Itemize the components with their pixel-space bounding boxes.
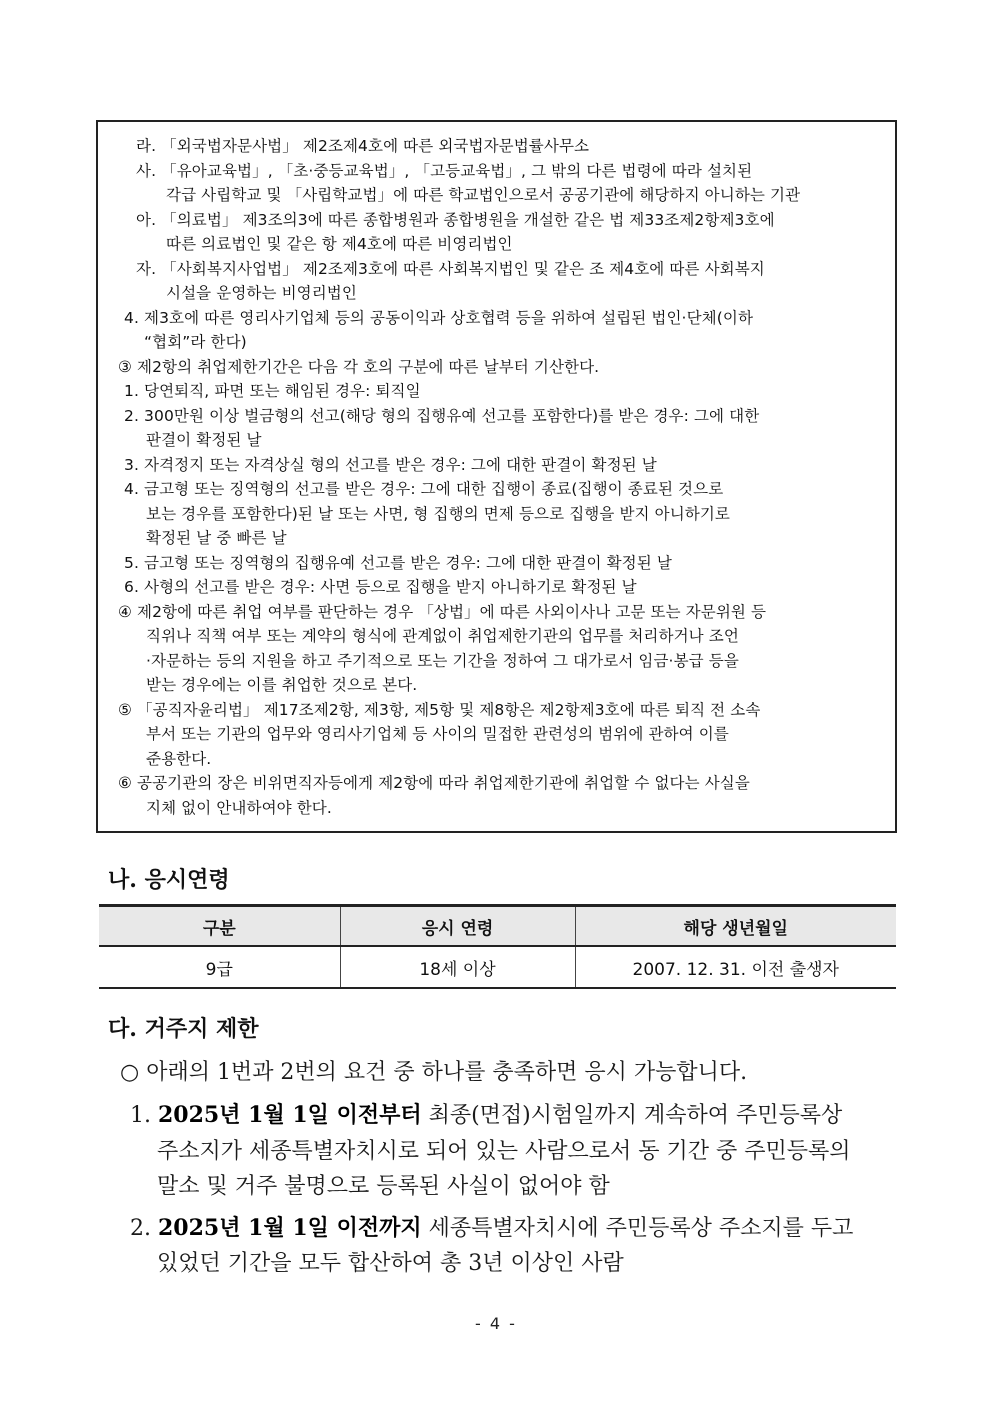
box-line: 각급 사립학교 및 「사립학교법」에 따른 학교법인으로서 공공기관에 해당하지 아니하는 기관 — [166, 186, 801, 204]
table-header-cell: 구분 — [99, 906, 340, 947]
box-line: 4. 제3호에 따른 영리사기업체 등의 공동이익과 상호협력 등을 위하여 설립된 법인·단체(이하 — [124, 309, 754, 327]
box-line: 시설을 운영하는 비영리법인 — [166, 284, 357, 302]
table-cell: 9급 — [99, 946, 340, 988]
age-table — [99, 904, 896, 989]
box-line: 4. 금고형 또는 징역형의 선고를 받은 경우: 그에 대한 집행이 종료(집행이 종료된 것으로 — [124, 480, 724, 498]
section-heading-age: 나. 응시연령 — [108, 867, 230, 893]
box-line: ·자문하는 등의 지원을 하고 주기적으로 또는 기간을 정하여 그 대가로서 임금·봉급 등을 — [146, 652, 739, 670]
residence-item-1-line: 말소 및 거주 불명으로 등록된 사실이 없어야 함 — [157, 1174, 610, 1199]
box-line: 부서 또는 기관의 업무와 영리사기업체 등 사이의 밀접한 관련성의 범위에 관하여 이를 — [146, 725, 729, 743]
residence-item-1 — [130, 1101, 842, 1130]
box-line: 아. 「의료법」 제3조의3에 따른 종합병원과 종합병원을 개설한 같은 법 제33조제2항제3호에 — [136, 211, 775, 229]
table-cell: 2007. 12. 31. 이전 출생자 — [575, 946, 896, 988]
box-line: 6. 사형의 선고를 받은 경우: 사면 등으로 집행을 받지 아니하기로 확정된 날 — [124, 578, 637, 596]
box-line: 따른 의료법인 및 같은 항 제4호에 따른 비영리법인 — [166, 235, 513, 253]
box-line: ⑤ 「공직자윤리법」 제17조제2항, 제3항, 제5항 및 제8항은 제2항제3호에 따른 퇴직 전 소속 — [118, 701, 761, 719]
table-row — [99, 946, 896, 988]
box-line: ③ 제2항의 취업제한기간은 다음 각 호의 구분에 따른 날부터 기산한다. — [118, 358, 600, 376]
box-line: “협회”라 한다) — [144, 333, 247, 351]
box-line: 판결이 확정된 날 — [146, 431, 262, 449]
page-number: - 4 - — [475, 1314, 517, 1333]
box-line: 확정된 날 중 빠른 날 — [146, 529, 287, 547]
box-line: 2. 300만원 이상 벌금형의 선고(해당 형의 집행유예 선고를 포함한다)를 받은 경우: 그에 대한 — [124, 407, 760, 425]
table-cell: 18세 이상 — [340, 946, 575, 988]
box-line: 직위나 직책 여부 또는 계약의 형식에 관계없이 취업제한기관의 업무를 처리하거나 조언 — [146, 627, 739, 645]
item-text: 최종(면접)시험일까지 계속하여 주민등록상 — [421, 1103, 843, 1128]
box-line: 지체 없이 안내하여야 한다. — [146, 799, 332, 817]
box-line: 사. 「유아교육법」, 「초·중등교육법」, 「고등교육법」, 그 밖의 다른 법령에 따라 설치된 — [136, 162, 753, 180]
residence-item-2 — [130, 1214, 853, 1243]
box-line: 보는 경우를 포함한다)된 날 또는 사면, 형 집행의 면제 등으로 집행을 받지 아니하기로 — [146, 505, 730, 523]
box-line: 준용한다. — [146, 750, 212, 768]
table-header-cell: 응시 연령 — [340, 906, 575, 947]
table-header-cell: 해당 생년월일 — [575, 906, 896, 947]
item-text: 세종특별자치시에 주민등록상 주소지를 두고 — [421, 1216, 854, 1241]
item-emphasis: 2025년 1월 1일 이전부터 — [158, 1102, 422, 1128]
box-line: 3. 자격정지 또는 자격상실 형의 선고를 받은 경우: 그에 대한 판결이 확정된 날 — [124, 456, 657, 474]
residence-intro: ○ 아래의 1번과 2번의 요건 중 하나를 충족하면 응시 가능합니다. — [120, 1060, 748, 1085]
box-line: ⑥ 공공기관의 장은 비위면직자등에게 제2항에 따라 취업제한기관에 취업할 수 없다는 사실을 — [118, 774, 750, 792]
residence-item-2-line: 있었던 기간을 모두 합산하여 총 3년 이상인 사람 — [157, 1251, 624, 1276]
item-emphasis: 2025년 1월 1일 이전까지 — [158, 1215, 422, 1241]
table-header-row — [99, 906, 896, 947]
box-line: 라. 「외국법자문사법」 제2조제4호에 따른 외국법자문법률사무소 — [136, 137, 590, 155]
box-line: 자. 「사회복지사업법」 제2조제3호에 따른 사회복지법인 및 같은 조 제4호에 따른 사회복지 — [136, 260, 765, 278]
box-line: ④ 제2항에 따른 취업 여부를 판단하는 경우 「상법」에 따른 사외이사나 고문 또는 자문위원 등 — [118, 603, 767, 621]
item-number: 1. — [130, 1103, 151, 1128]
section-heading-residence: 다. 거주지 제한 — [108, 1016, 259, 1042]
box-line: 받는 경우에는 이를 취업한 것으로 본다. — [146, 676, 418, 694]
box-line: 5. 금고형 또는 징역형의 집행유예 선고를 받은 경우: 그에 대한 판결이 확정된 날 — [124, 554, 672, 572]
residence-item-1-line: 주소지가 세종특별자치시로 되어 있는 사람으로서 동 기간 중 주민등록의 — [157, 1139, 851, 1164]
law-excerpt-box — [96, 120, 897, 833]
box-line: 1. 당연퇴직, 파면 또는 해임된 경우: 퇴직일 — [124, 382, 421, 400]
item-number: 2. — [130, 1216, 151, 1241]
